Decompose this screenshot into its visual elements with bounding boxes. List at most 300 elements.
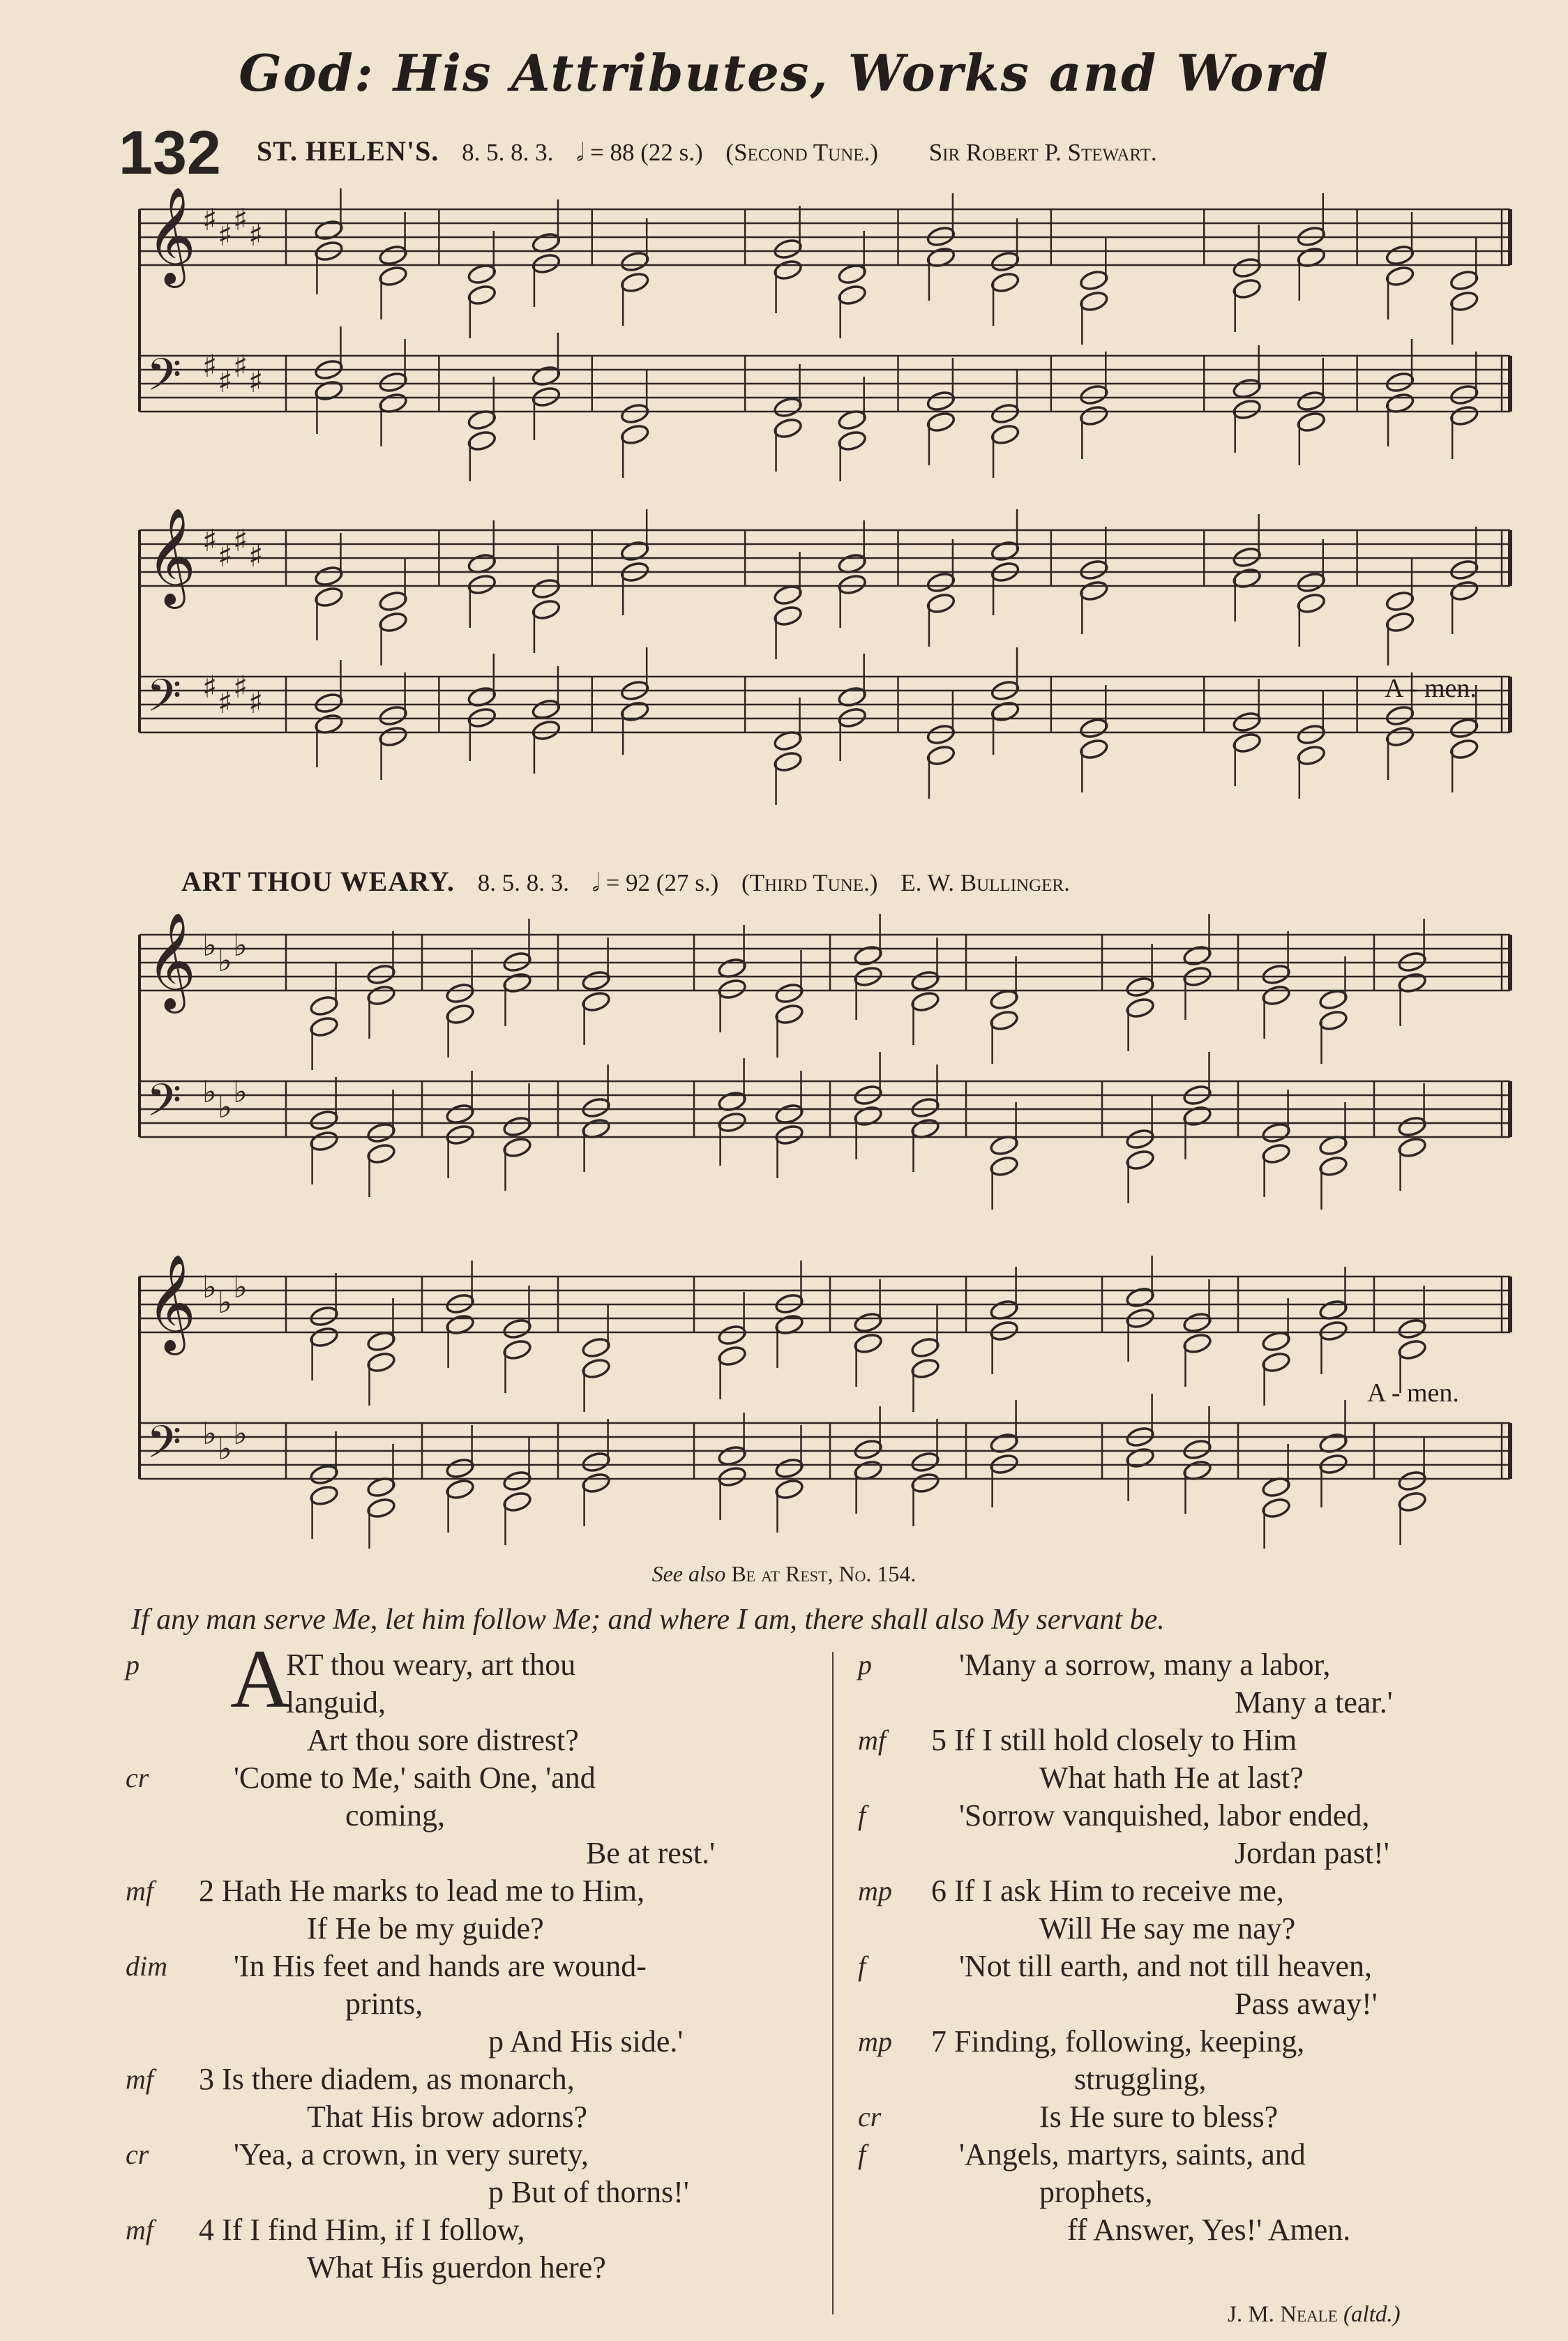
- hymn-line: [858, 1797, 1535, 1835]
- hymn-line-text: languid,: [286, 1685, 386, 1719]
- note-head: [717, 1324, 747, 1347]
- note-head: [989, 1320, 1019, 1343]
- note-head: [717, 1345, 747, 1368]
- sharp-icon: ♯: [248, 218, 264, 253]
- flat-icon: ♭: [233, 1270, 248, 1305]
- hymn-line-text: 7 Finding, following, keeping,: [931, 2024, 1305, 2058]
- hymn-line: [858, 1985, 1535, 2023]
- hymn-line-text: p And His side.': [488, 2024, 684, 2058]
- note-head: [445, 1103, 475, 1126]
- hymn-line-text: ff Answer, Yes!' Amen.: [1067, 2213, 1351, 2247]
- note-head: [1385, 371, 1415, 394]
- dynamic-marking: mp: [858, 1875, 892, 1906]
- hymn-line-text: 6 If I ask Him to receive me,: [931, 1874, 1284, 1908]
- note-head: [837, 573, 867, 596]
- note-head: [773, 259, 803, 282]
- flat-icon: ♭: [218, 1090, 232, 1125]
- note-head: [1232, 711, 1262, 734]
- note-head: [1449, 290, 1479, 313]
- flat-icon: ♭: [233, 1074, 248, 1110]
- note-head: [1385, 244, 1415, 267]
- note-head: [1385, 725, 1415, 748]
- note-head: [1385, 265, 1415, 288]
- flat-icon: ♭: [218, 943, 232, 979]
- note-head: [926, 571, 956, 594]
- hymn-line: [126, 1684, 809, 1722]
- sharp-icon: ♯: [233, 202, 248, 238]
- note-head: [314, 692, 344, 715]
- note-head: [1397, 1339, 1427, 1362]
- hymn-line-text: 'Come to Me,' saith One, 'and: [234, 1761, 596, 1795]
- note-head: [774, 1124, 804, 1147]
- flat-icon: ♭: [202, 928, 217, 963]
- note-head: [910, 1337, 940, 1360]
- note-head: [1261, 1351, 1291, 1374]
- note-head: [366, 1351, 396, 1374]
- note-head: [378, 725, 408, 748]
- note-head: [1079, 559, 1109, 582]
- dynamic-marking: f: [858, 2139, 866, 2170]
- note-head: [1261, 1122, 1291, 1145]
- music-staff-system: [129, 1256, 1521, 1549]
- note-head: [1318, 1009, 1348, 1032]
- note-head: [926, 390, 956, 413]
- bass-clef-icon: 𝄢: [146, 1075, 182, 1138]
- dynamic-marking: mf: [126, 2214, 153, 2245]
- sharp-icon: ♯: [233, 523, 248, 559]
- note-head: [531, 578, 561, 601]
- note-head: [366, 984, 396, 1007]
- sharp-icon: ♯: [202, 349, 218, 384]
- note-head: [717, 1466, 747, 1489]
- sharp-icon: ♯: [218, 218, 233, 253]
- note-head: [773, 584, 803, 607]
- hymn-line: [858, 1835, 1535, 1872]
- note-head: [581, 970, 611, 993]
- hymn-line: [126, 2249, 809, 2287]
- note-head: [1232, 398, 1262, 421]
- tune1-name: ST. HELEN'S.: [257, 135, 439, 167]
- tune1-tempo: 𝅗𝅥 = 88 (22 s.): [576, 139, 703, 166]
- note-head: [773, 605, 803, 628]
- note-head: [910, 991, 940, 1014]
- note-head: [467, 263, 497, 286]
- hymn-line: [858, 2061, 1535, 2098]
- hymn-line-text: 'In His feet and hands are wound-: [234, 1949, 647, 1983]
- see-also-ref: Be at Rest, No. 154.: [731, 1561, 917, 1586]
- note-head: [620, 402, 650, 426]
- dynamic-marking: p: [858, 1649, 872, 1680]
- note-head: [1318, 1155, 1348, 1178]
- tune2-name: ART THOU WEARY.: [181, 866, 455, 897]
- tune1-header: [257, 135, 1174, 176]
- note-head: [445, 1457, 475, 1480]
- see-also-note: [0, 1561, 1568, 1587]
- flat-icon: ♭: [218, 1285, 232, 1320]
- note-head: [467, 573, 497, 596]
- note-head: [378, 371, 408, 394]
- note-head: [467, 430, 497, 453]
- note-head: [774, 1457, 804, 1480]
- note-head: [990, 250, 1020, 273]
- note-head: [581, 1337, 611, 1360]
- hymn-line-text: Art thou sore distrest?: [307, 1723, 579, 1757]
- hymn-line: [126, 2211, 809, 2249]
- hymn-line-text: 'Yea, a crown, in very surety,: [234, 2137, 589, 2171]
- note-head: [581, 1357, 611, 1380]
- note-head: [1125, 976, 1155, 999]
- hymn-line-text: 5 If I still hold closely to Him: [931, 1723, 1297, 1757]
- note-head: [378, 611, 408, 634]
- note-head: [853, 1105, 883, 1128]
- hymn-line: [126, 1759, 809, 1797]
- hymn-line-text: Be at rest.': [586, 1836, 716, 1870]
- tune1-amen: A - men.: [1385, 674, 1477, 703]
- author-credit: [1228, 2302, 1401, 2328]
- flat-icon: ♭: [233, 928, 248, 963]
- note-head: [990, 700, 1020, 723]
- music-staff-system: [129, 188, 1521, 481]
- note-head: [926, 411, 956, 434]
- note-head: [990, 423, 1020, 446]
- note-head: [445, 1478, 475, 1501]
- note-head: [581, 1097, 611, 1120]
- note-head: [1125, 1149, 1155, 1172]
- flat-icon: ♭: [202, 1074, 217, 1110]
- note-head: [773, 417, 803, 440]
- hymn-line-text: 2 Hath He marks to lead me to Him,: [199, 1874, 645, 1908]
- note-head: [620, 271, 650, 294]
- sharp-icon: ♯: [248, 685, 264, 721]
- tune1-composer: Sir Robert P. Stewart.: [928, 139, 1157, 166]
- note-head: [309, 1484, 339, 1507]
- note-head: [1449, 384, 1479, 407]
- hymn-line-text: Will He say me nay?: [1039, 1911, 1296, 1945]
- note-head: [366, 1143, 396, 1166]
- flat-icon: ♭: [233, 1416, 248, 1452]
- note-head: [1079, 290, 1109, 313]
- note-head: [531, 253, 561, 276]
- hymn-line-text: p But of thorns!': [488, 2175, 689, 2209]
- hymn-line: [858, 1646, 1535, 1684]
- hymn-line: [126, 1722, 809, 1759]
- note-head: [378, 265, 408, 288]
- treble-clef-icon: 𝄞: [146, 188, 196, 284]
- note-head: [774, 1003, 804, 1026]
- flat-icon: ♭: [202, 1416, 217, 1452]
- tune1-label: (Second Tune.): [725, 139, 878, 166]
- hymn-line-text: Pass away!': [1235, 1987, 1378, 2021]
- note-head: [1125, 1128, 1155, 1151]
- hymn-line: [126, 1835, 809, 1872]
- tune2-amen: A - men.: [1367, 1378, 1459, 1408]
- note-head: [990, 540, 1020, 563]
- hymn-line: [858, 1722, 1535, 1759]
- note-head: [531, 698, 561, 721]
- note-head: [1079, 717, 1109, 740]
- note-head: [1079, 738, 1109, 761]
- hymn-line: [858, 2136, 1535, 2174]
- note-head: [853, 1332, 883, 1355]
- hymn-line-text: RT thou weary, art thou: [286, 1648, 576, 1682]
- hymn-text-left-column: [126, 1632, 809, 2287]
- hymn-line: [126, 2023, 809, 2061]
- hymn-line: [126, 2174, 809, 2211]
- treble-clef-icon: 𝄞: [146, 914, 196, 1009]
- note-head: [366, 1330, 396, 1353]
- hymn-line: [126, 2098, 809, 2136]
- tune1-system-2: [129, 509, 1521, 823]
- note-head: [1232, 377, 1262, 400]
- note-head: [1449, 405, 1479, 428]
- note-head: [1296, 744, 1326, 767]
- tune2-tempo: 𝅗𝅥 = 92 (27 s.): [591, 869, 719, 896]
- bass-clef-icon: 𝄢: [146, 349, 182, 412]
- note-head: [1079, 405, 1109, 428]
- section-title: God: His Attributes, Works and Word: [239, 43, 1329, 103]
- note-head: [1397, 1491, 1427, 1514]
- hymn-line: [126, 1985, 809, 2023]
- hymn-line-text: struggling,: [1074, 2062, 1207, 2096]
- note-head: [1125, 1286, 1155, 1309]
- note-head: [620, 423, 650, 446]
- note-head: [581, 991, 611, 1014]
- hymn-line: [858, 2174, 1535, 2211]
- note-head: [531, 719, 561, 742]
- sharp-icon: ♯: [233, 349, 248, 384]
- note-head: [314, 219, 344, 242]
- note-head: [445, 982, 475, 1005]
- note-head: [1182, 1311, 1212, 1334]
- author-name: J. M. Neale: [1228, 2302, 1338, 2327]
- hymn-number: 132: [119, 118, 221, 187]
- note-head: [773, 751, 803, 774]
- note-head: [1182, 1332, 1212, 1355]
- sharp-icon: ♯: [202, 670, 218, 705]
- note-head: [309, 1016, 339, 1039]
- tune2-meter: 8. 5. 8. 3.: [477, 869, 569, 896]
- note-head: [309, 1326, 339, 1349]
- hymn-line-text: Many a tear.': [1235, 1685, 1393, 1719]
- dynamic-marking: f: [858, 1800, 866, 1831]
- note-head: [314, 586, 344, 609]
- note-head: [1232, 257, 1262, 280]
- hymn-line: [858, 1910, 1535, 1948]
- note-head: [620, 250, 650, 273]
- sharp-icon: ♯: [218, 364, 233, 400]
- note-head: [1449, 738, 1479, 761]
- note-head: [1079, 580, 1109, 603]
- note-head: [1397, 1136, 1427, 1159]
- note-head: [1318, 988, 1348, 1011]
- note-head: [1079, 269, 1109, 292]
- note-head: [1261, 963, 1291, 986]
- hymn-line: [858, 1684, 1535, 1722]
- hymn-text-right-column: [858, 1646, 1535, 2249]
- note-head: [1079, 384, 1109, 407]
- note-head: [910, 1097, 940, 1120]
- hymn-line: [858, 2211, 1535, 2249]
- bass-clef-icon: 𝄢: [146, 1417, 182, 1480]
- note-head: [910, 1357, 940, 1380]
- note-head: [366, 1122, 396, 1145]
- hymn-line-text: 3 Is there diadem, as monarch,: [199, 2062, 575, 2096]
- note-head: [309, 1130, 339, 1153]
- flat-icon: ♭: [202, 1270, 217, 1305]
- note-head: [1261, 984, 1291, 1007]
- sharp-icon: ♯: [202, 202, 218, 238]
- note-head: [837, 284, 867, 307]
- hymn-line-text: If He be my guide?: [307, 1911, 544, 1945]
- note-head: [467, 284, 497, 307]
- note-head: [774, 1103, 804, 1126]
- hymn-line: [126, 2136, 809, 2174]
- note-head: [1125, 1447, 1155, 1470]
- note-head: [774, 982, 804, 1005]
- sharp-icon: ♯: [218, 685, 233, 721]
- hymn-line-text: prints,: [345, 1987, 423, 2021]
- note-head: [773, 238, 803, 261]
- dynamic-marking: f: [858, 1950, 866, 1982]
- note-head: [1182, 944, 1212, 968]
- note-head: [926, 723, 956, 746]
- note-head: [853, 944, 883, 968]
- note-head: [1296, 411, 1326, 434]
- note-head: [1449, 580, 1479, 603]
- note-head: [502, 1136, 532, 1159]
- note-head: [1182, 1105, 1212, 1128]
- drop-cap: A: [230, 1632, 291, 1725]
- hymn-line-text: What hath He at last?: [1039, 1761, 1304, 1795]
- note-head: [853, 1438, 883, 1461]
- note-head: [620, 540, 650, 563]
- note-head: [1449, 717, 1479, 740]
- note-head: [1397, 1470, 1427, 1493]
- sharp-icon: ♯: [248, 539, 264, 574]
- tune1-system-1: [129, 188, 1521, 481]
- note-head: [990, 402, 1020, 426]
- dynamic-marking: cr: [126, 1762, 149, 1793]
- dynamic-marking: mf: [126, 1875, 153, 1906]
- note-head: [837, 263, 867, 286]
- note-head: [620, 700, 650, 723]
- note-head: [990, 271, 1020, 294]
- flat-icon: ♭: [218, 1431, 232, 1467]
- note-head: [926, 592, 956, 615]
- hymn-line: [126, 1872, 809, 1910]
- hymn-line-text: 'Angels, martyrs, saints, and: [959, 2137, 1306, 2171]
- note-head: [502, 1491, 532, 1514]
- note-head: [1397, 1318, 1427, 1341]
- note-head: [309, 1463, 339, 1486]
- tune1-meter: 8. 5. 8. 3.: [462, 139, 554, 166]
- treble-clef-icon: 𝄞: [146, 1256, 196, 1351]
- dynamic-marking: mp: [858, 2026, 892, 2057]
- note-head: [502, 1115, 532, 1138]
- note-head: [1125, 997, 1155, 1020]
- dynamic-marking: dim: [126, 1950, 167, 1982]
- tune2-header: [181, 865, 1087, 907]
- bass-clef-icon: 𝄢: [146, 670, 182, 733]
- tune2-system-1: [129, 914, 1521, 1242]
- hymn-line-text: Is He sure to bless?: [1039, 2100, 1279, 2134]
- see-also-prefix: See also: [651, 1561, 726, 1586]
- hymn-line: [126, 1948, 809, 1985]
- music-staff-system: [129, 509, 1521, 823]
- note-head: [366, 963, 396, 986]
- note-head: [1449, 269, 1479, 292]
- note-head: [910, 1451, 940, 1474]
- sharp-icon: ♯: [233, 670, 248, 705]
- hymn-line: [858, 2098, 1535, 2136]
- hymn-line: [126, 1910, 809, 1948]
- dynamic-marking: cr: [858, 2101, 882, 2132]
- note-head: [1232, 732, 1262, 755]
- treble-clef-icon: 𝄞: [146, 509, 196, 605]
- note-head: [502, 1318, 532, 1341]
- dynamic-marking: cr: [126, 2139, 149, 2170]
- note-head: [989, 1009, 1019, 1032]
- hymn-line-text: 4 If I find Him, if I follow,: [199, 2213, 525, 2247]
- note-head: [989, 1155, 1019, 1178]
- hymn-line: [858, 1872, 1535, 1910]
- note-head: [445, 1003, 475, 1026]
- note-head: [445, 1124, 475, 1147]
- sharp-icon: ♯: [248, 364, 264, 400]
- author-note: (altd.): [1343, 2302, 1401, 2327]
- note-head: [309, 1109, 339, 1132]
- scripture-verse: If any man serve Me, let him follow Me; and where I am, there shall also My servant be.: [131, 1604, 1165, 1636]
- hymn-line-text: What His guerdon here?: [307, 2250, 606, 2284]
- note-head: [1296, 723, 1326, 746]
- note-head: [502, 1470, 532, 1493]
- note-head: [378, 244, 408, 267]
- note-head: [1261, 1497, 1291, 1520]
- hymn-line: [858, 2023, 1535, 2061]
- note-head: [1449, 559, 1479, 582]
- sharp-icon: ♯: [218, 539, 233, 574]
- hymn-line-text: 'Sorrow vanquished, labor ended,: [959, 1798, 1370, 1832]
- note-head: [1261, 1330, 1291, 1353]
- note-head: [314, 379, 344, 402]
- note-head: [773, 396, 803, 419]
- note-head: [1397, 1115, 1427, 1138]
- note-head: [502, 1339, 532, 1362]
- note-head: [581, 1472, 611, 1495]
- note-head: [989, 988, 1019, 1011]
- note-head: [378, 705, 408, 728]
- hymn-line-text: Jordan past!': [1235, 1836, 1389, 1870]
- hymn-line: [126, 1797, 809, 1835]
- hymn-line-text: 'Many a sorrow, many a labor,: [959, 1648, 1331, 1682]
- note-head: [1385, 590, 1415, 613]
- note-head: [1318, 1320, 1348, 1343]
- note-head: [774, 1478, 804, 1501]
- hymn-line-text: prophets,: [1039, 2175, 1153, 2209]
- note-head: [910, 970, 940, 993]
- note-head: [1296, 571, 1326, 594]
- note-head: [314, 565, 344, 588]
- column-divider: [832, 1652, 834, 2314]
- tune2-label: (Third Tune.): [741, 869, 878, 896]
- note-head: [1385, 705, 1415, 728]
- note-head: [910, 1472, 940, 1495]
- dynamic-marking: mf: [858, 1724, 886, 1756]
- music-staff-system: [129, 914, 1521, 1242]
- hymn-line: [858, 1759, 1535, 1797]
- hymn-line-text: 'Not till earth, and not till heaven,: [959, 1949, 1373, 1983]
- note-head: [309, 1305, 339, 1328]
